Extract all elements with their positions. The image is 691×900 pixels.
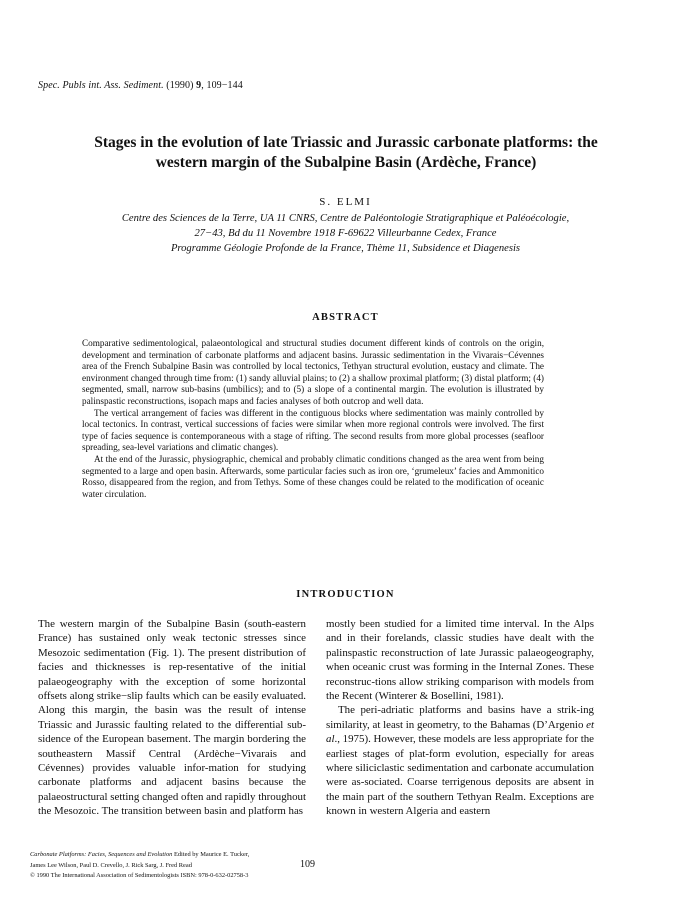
abstract-paragraph-2: The vertical arrangement of facies was different in the contiguous blocks where sedimentation was mainly controlled by local tectonics. In contrast, vertical successions of facies were similar when more regional controls were involved. The first type of facies sequence is contemporaneous with a stage of rifting. The second results from more global processes (seafloor spreading, sea-level variations and climatic changes). — [82, 407, 544, 453]
et-al-italic: et al — [326, 718, 594, 746]
abstract-body — [82, 338, 544, 500]
author-name: S. ELMI — [319, 196, 372, 208]
journal-reference — [38, 80, 243, 91]
journal-name: Spec. Publs int. Ass. Sediment. — [38, 80, 164, 91]
title-line-2: western margin of the Subalpine Basin (Ardèche, France) — [155, 154, 537, 171]
affiliation-line-2: 27−43, Bd du 11 Novembre 1918 F-69622 Villeurbanne Cedex, France — [194, 228, 497, 239]
author-affiliation — [20, 211, 671, 256]
intro-paragraph-2-part-b: ., 1975). However, these models are less appropriate for the earliest stages of plat-form evolution, especially for areas where siliciclastic sedimentation and carbonate accumulation were as-sociated. Coarse terrigenous deposits are absent in the main part of the southern Tethyan Realm. Exceptions are known in western Algeria and eastern — [326, 733, 594, 818]
footer-copyright: © 1990 The International Association of Sedimentologists ISBN: 978-0-632-02758-3 — [30, 872, 249, 879]
journal-pages: , 109−144 — [201, 80, 243, 91]
journal-volume: 9 — [196, 80, 202, 91]
article-title — [36, 133, 656, 173]
footer-editors-a: Edited by Maurice E. Tucker, — [172, 851, 250, 858]
affiliation-line-1: Centre des Sciences de la Terre, UA 11 CNRS, Centre de Paléontologie Stratigraphique et Paléoécologie, — [121, 213, 570, 224]
footer-editors-b: James Lee Wilson, Paul D. Crevello, J. Rick Sarg, J. Fred Read — [30, 861, 192, 869]
abstract-paragraph-1: Comparative sedimentological, palaeontological and structural studies document different kinds of controls on the origin, development and termination of carbonate platforms and adjacent basins. Jurassic sedimentation in the Vivarais−Cévennes area of the French Subalpine Basin was controlled by local tectonics, Tethyan structural evolution, eustacy and climate. The environment changed through time from: (1) sandy alluvial plains; to (2) a shallow proximal platform; (3) distal platform; (4) segmented, small, narrow sub-basins (umbilics); and to (5) a slope of a continental margin. The evolution is illustrated by palinspastic reconstructions, isopach maps and facies analyses of both outcrop and well data. — [82, 338, 544, 406]
journal-year: (1990) — [166, 80, 194, 91]
intro-paragraph-2 — [326, 703, 594, 818]
footer-book-title: Carbonate Platforms: Facies, Sequences and Evolution — [30, 851, 173, 858]
abstract-heading: ABSTRACT — [312, 312, 379, 323]
body-column-left — [38, 617, 306, 819]
page-number: 109 — [300, 859, 315, 870]
intro-paragraph-2-part-a: The peri-adriatic platforms and basins have a strik-ing similarity, at least in geometry, to the Bahamas (D’Argenio — [326, 704, 594, 731]
affiliation-line-3: Programme Géologie Profonde de la France, Thème 11, Subsidence et Diagenesis — [170, 243, 521, 254]
introduction-heading: INTRODUCTION — [296, 589, 395, 600]
intro-paragraph-1-continued: mostly been studied for a limited time interval. In the Alps and in their forelands, classic studies have dealt with the palinspastic reconstruction of late Jurassic palaeogeography, when oceanic crust was forming in the Internal Zones. These reconstruc-tions allow striking comparison with models from the Recent (Winterer & Bosellini, 1981). — [326, 618, 594, 703]
title-line-1: Stages in the evolution of late Triassic and Jurassic carbonate platforms: the — [94, 134, 598, 151]
abstract-paragraph-3: At the end of the Jurassic, physiographic, chemical and probably climatic conditions changed as the area went from being segmented to a large and open basin. Afterwards, some particular facies such as iron ore, ‘grumeleux’ facies and Ammonitico Rosso, disappeared from the region, and from Tethys. Some of these changes could be related to the modification of oceanic water circulation. — [82, 453, 544, 499]
intro-paragraph-1: The western margin of the Subalpine Basin (south-eastern France) has sustained only weak tectonic stresses since Mesozoic sedimentation (Fig. 1). The present distribution of facies and thicknesses is rep-resentative of the initial palaeogeography with the exception of some horizontal offsets along strike−slip faults which can be easily evaluated. Along this margin, the basin was the result of intense Triassic and Jurassic faulting related to the differential sub-sidence of the European basement. The margin bordering the southeastern Massif Central (Ardèche−Vivarais and Cévennes) provides valuable infor-mation for studying carbonate platforms and adjacent basins because the palaeostructural setting changed often and rapidly throughout the Mesozoic. The transition between basin and platform has — [38, 618, 306, 818]
body-column-right — [326, 617, 594, 819]
